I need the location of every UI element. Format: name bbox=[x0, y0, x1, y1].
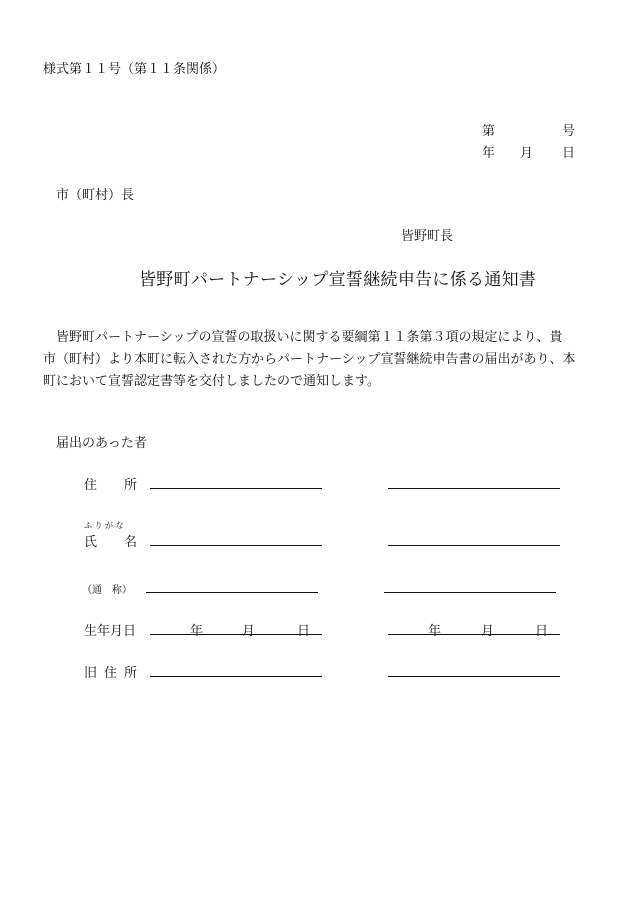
sender: 皆野町長 bbox=[401, 229, 454, 244]
address-label-2: 所 bbox=[124, 478, 138, 493]
body-line-3: 町において宣誓認定書等を交付しましたので通知します。 bbox=[43, 374, 380, 389]
document-title: 皆野町パートナーシップ宣誓継続申告に係る通知書 bbox=[139, 270, 537, 290]
section-label: 届出のあった者 bbox=[56, 436, 147, 451]
alias-line-2[interactable] bbox=[384, 592, 556, 593]
birthdate-line-2[interactable] bbox=[388, 634, 560, 635]
alias-label: （通 称） bbox=[82, 585, 132, 596]
address-line-2[interactable] bbox=[388, 488, 560, 489]
doc-number-prefix: 第 bbox=[482, 124, 496, 139]
name-label-2: 名 bbox=[124, 535, 138, 550]
body-line-1: 皆野町パートナーシップの宣誓の取扱いに関する要綱第１１条第３項の規定により、貴 bbox=[56, 330, 563, 345]
address-label-1: 住 bbox=[84, 478, 98, 493]
birthdate-day-1: 日 bbox=[297, 624, 311, 639]
name-ruby: ふ り が な bbox=[84, 521, 124, 530]
birthdate-month-2: 月 bbox=[481, 624, 495, 639]
addressee: 市（町村）長 bbox=[56, 188, 135, 203]
date-day: 日 bbox=[562, 146, 576, 161]
former-address-line-2[interactable] bbox=[388, 676, 560, 677]
former-address-label-3: 所 bbox=[124, 666, 138, 681]
name-line-1[interactable] bbox=[150, 545, 322, 546]
address-line-1[interactable] bbox=[150, 488, 322, 489]
date-year: 年 bbox=[482, 146, 496, 161]
alias-line-1[interactable] bbox=[146, 592, 318, 593]
birthdate-line-1[interactable] bbox=[150, 634, 322, 635]
name-line-2[interactable] bbox=[388, 545, 560, 546]
body-line-2: 市（町村）より本町に転入された方からパートナーシップ宣誓継続申告書の届出があり、本 bbox=[43, 352, 576, 367]
date-month: 月 bbox=[520, 146, 534, 161]
birthdate-month-1: 月 bbox=[242, 624, 256, 639]
doc-number-suffix: 号 bbox=[562, 124, 576, 139]
name-label-1: 氏 bbox=[84, 535, 98, 550]
former-address-label-2: 住 bbox=[104, 666, 118, 681]
birthdate-year-2: 年 bbox=[428, 624, 442, 639]
form-number: 様式第１１号（第１１条関係） bbox=[43, 62, 226, 77]
birthdate-year-1: 年 bbox=[190, 624, 204, 639]
birthdate-day-2: 日 bbox=[535, 624, 549, 639]
former-address-label-1: 旧 bbox=[84, 666, 98, 681]
birthdate-label: 生年月日 bbox=[84, 624, 137, 639]
former-address-line-1[interactable] bbox=[150, 676, 322, 677]
